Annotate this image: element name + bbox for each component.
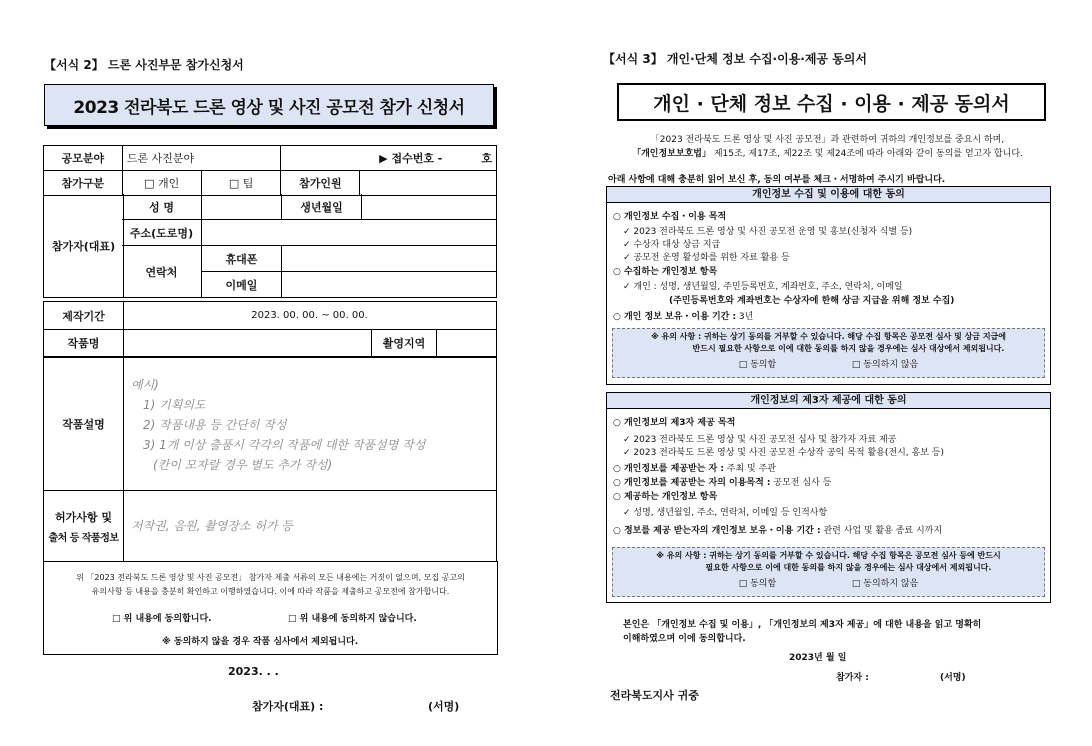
box2-purpose-2: ✓ 2023 전라북도 드론 영상 및 사진 공모전 수상작 공익 목적 활용(전시, 홍보 등) — [623, 448, 944, 458]
exclusion-warning: ※ 동의하지 않을 경우 작품 심사에서 제외됩니다. — [162, 637, 359, 647]
birth-label: 생년월일 — [282, 194, 362, 220]
participant-count-label: 참가인원 — [281, 171, 360, 196]
box1-header: 개인정보 수집 및 이용에 대한 동의 — [607, 187, 1050, 203]
name-field[interactable] — [202, 194, 282, 220]
desc-line: (칸이 모자랄 경우 별도 추가 작성) — [153, 458, 333, 472]
intro-line1: 「2023 전라북도 드론 영상 및 사진 공모전」과 관련하여 귀하의 개인정보를 중요시 하며, — [650, 135, 1005, 145]
period-label: 제작기간 — [43, 301, 124, 330]
signer-left: 참가자(대표) : — [252, 700, 324, 713]
box1-items: ○ 수집하는 개인정보 항목 — [613, 267, 718, 277]
work-title-label: 작품명 — [43, 329, 124, 357]
representative-label: 참가자(대표) — [43, 194, 124, 298]
phone-label: 휴대폰 — [202, 246, 282, 272]
privacy-law-name: 「개인정보보호법」 — [632, 149, 711, 159]
permit-label-line2: 출처 등 작품정보 — [48, 533, 119, 544]
page-title-left: 2023 전라북도 드론 영상 및 사진 공모전 참가 신청서 — [44, 84, 494, 126]
box1-items-2: (주민등록번호와 계좌번호는 수상자에 한해 상금 지급을 위해 정보 수집) — [669, 296, 955, 306]
box1-purpose-2: ✓ 수상자 대상 상금 지급 — [623, 240, 721, 250]
box2-use-label: ○ 개인정보를 제공받는 자의 이용목적 : — [613, 478, 771, 488]
category-label: 공모분야 — [44, 146, 123, 171]
box1-agree-checkbox[interactable]: □ 동의함 — [738, 360, 777, 370]
box1-warning-line2: 반드시 필요한 사항으로 이에 대한 동의를 하지 않을 경우에는 심사 대상에서 제외됩니다. — [692, 344, 1005, 353]
desc-line: 2) 작품내용 등 간단히 작성 — [143, 418, 287, 432]
consent-box-third-party — [606, 392, 1051, 603]
box2-period-value: 관련 사업 및 활용 종료 시까지 — [820, 526, 943, 536]
permit-label — [43, 489, 124, 562]
application-form-table — [43, 145, 497, 196]
receipt-label: ▶ 접수번호 - — [379, 152, 443, 165]
box1-disagree-checkbox[interactable]: □ 동의하지 않음 — [851, 360, 919, 370]
agree-checkbox[interactable]: □ 위 내용에 동의합니다. — [112, 614, 212, 624]
sign-left[interactable]: (서명) — [428, 700, 460, 713]
consent-line2: 이해하였으며 이에 동의합니다. — [623, 634, 746, 644]
box1-warning-line1: ※ 유의 사항 : 귀하는 상기 동의를 거부할 수 있습니다. 해당 수집 항목은 공모전 심사 및 상금 지급에 — [650, 332, 1007, 341]
category-value: 드론 사진분야 — [122, 146, 281, 171]
box2-warning — [612, 547, 1045, 597]
box2-header: 개인정보의 제3자 제공에 대한 동의 — [607, 393, 1050, 409]
box1-purpose-1: ✓ 2023 전라북도 드론 영상 및 사진 공모전 운영 및 홍보(신청자 식별 등) — [623, 227, 913, 237]
box2-warning-line2: 필요한 사항으로 이에 대한 동의를 하지 않을 경우에는 심사 대상에서 제외됩니다. — [705, 563, 992, 572]
box2-use-value: 공모전 심사 등 — [770, 478, 832, 488]
box1-purpose-3: ✓ 공모전 운영 활성화를 위한 자료 활용 등 — [623, 253, 790, 263]
team-checkbox[interactable]: □ 팀 — [201, 171, 281, 196]
desc-line: 1) 기획의도 — [143, 398, 206, 412]
date-right: 2023년 월 일 — [789, 653, 847, 663]
notice-line1: 위 「2023 전라북도 드론 영상 및 사진 공모전」 참가자 제출 서류의 모든 내용에는 거짓이 없으며, 모집 공고의 — [76, 573, 465, 582]
individual-checkbox[interactable]: □ 개인 — [122, 171, 201, 196]
description-field[interactable] — [123, 357, 497, 491]
form-label-right: 【서식 3】 개인·단체 정보 수집·이용·제공 동의서 — [603, 52, 867, 66]
notice-box — [43, 561, 498, 655]
phone-field[interactable] — [282, 246, 497, 272]
birth-field[interactable] — [362, 194, 497, 220]
work-title-field[interactable] — [123, 329, 372, 357]
permit-label-line1: 허가사항 및 — [55, 511, 112, 524]
participation-type-label: 참가구분 — [44, 171, 123, 196]
sign-right[interactable]: (서명) — [940, 673, 966, 683]
shoot-location-label: 촬영지역 — [372, 329, 437, 357]
period-value: 2023. 00. 00. ~ 00. 00. — [123, 301, 497, 330]
participant-count-field[interactable] — [360, 171, 497, 196]
intro-line2: 제15조, 제17조, 제22조 및 제24조에 따라 아래와 같이 동의를 얻고자 합니다. — [710, 149, 1023, 159]
desc-line: 예시) — [131, 378, 159, 392]
consent-line1: 본인은 「개인정보 수집 및 이용」, 「개인정보의 제3자 제공」에 대한 내용을 읽고 명확히 — [623, 620, 982, 630]
notice-line2: 유의사항 등 내용을 충분히 확인하고 이행하였습니다. 이에 따라 작품을 제출하고 공모전에 참가합니다. — [91, 587, 450, 596]
representative-block — [43, 194, 497, 298]
box1-items-1: ✓ 개인 : 성명, 생년월일, 주민등록번호, 계좌번호, 주소, 연락처, 이메일 — [623, 282, 903, 292]
disagree-checkbox[interactable]: □ 위 내용에 동의하지 않습니다. — [288, 614, 417, 624]
box1-period-value: 3년 — [736, 312, 754, 322]
box2-items: ○ 제공하는 개인정보 항목 — [613, 492, 718, 502]
addressee: 전라북도지사 귀중 — [610, 689, 699, 702]
box1-period-label: ○ 개인 정보 보유・이용 기간 : — [613, 312, 737, 322]
box2-warning-line1: ※ 유의 사항 : 귀하는 상기 동의를 거부할 수 있습니다. 해당 수집 항목은 공모전 심사 등에 반드시 — [656, 551, 1001, 560]
address-field[interactable] — [202, 220, 497, 246]
name-label: 성 명 — [122, 194, 202, 220]
address-label: 주소(도로명) — [122, 220, 202, 246]
description-label: 작품설명 — [43, 357, 124, 491]
page-title-right: 개인 · 단체 정보 수집 · 이용 · 제공 동의서 — [617, 83, 1046, 121]
consent-box-collection — [606, 186, 1051, 385]
box1-purpose: ○ 개인정보 수집・이용 목적 — [613, 212, 727, 222]
permit-placeholder: 저작권, 음원, 촬영장소 허가 등 — [131, 519, 293, 533]
email-label: 이메일 — [202, 272, 282, 298]
box2-purpose: ○ 개인정보의 제3자 제공 목적 — [613, 418, 736, 428]
box2-recipient-label: ○ 개인정보를 제공받는 자 : — [613, 464, 724, 474]
instruction-text: 아래 사항에 대해 충분히 읽어 보신 후, 동의 여부를 체크・서명하여 주시기 바랍니다. — [608, 175, 946, 185]
form-label-left: 【서식 2】 드론 사진부문 참가신청서 — [44, 58, 244, 72]
signer-right: 참가자 : — [836, 673, 869, 683]
box2-purpose-1: ✓ 2023 전라북도 드론 영상 및 사진 공모전 심사 및 참가자 자료 제공 — [623, 435, 897, 445]
desc-line: 3) 1개 이상 출품시 각각의 작품에 대한 작품설명 작성 — [143, 438, 426, 452]
period-work-block — [43, 301, 497, 358]
contact-label: 연락처 — [122, 246, 202, 298]
email-field[interactable] — [282, 272, 497, 298]
box2-recipient-value: 주최 및 주관 — [723, 464, 776, 474]
date-left: 2023. . . — [228, 665, 279, 678]
shoot-location-field[interactable] — [437, 329, 497, 357]
box2-agree-checkbox[interactable]: □ 동의함 — [738, 579, 777, 589]
receipt-suffix: 호 — [481, 152, 492, 165]
box2-items-1: ✓ 성명, 생년월일, 주소, 연락처, 이메일 등 인적사항 — [623, 508, 828, 518]
box2-period-label: ○ 정보를 제공 받는자의 개인정보 보유・이용 기간 : — [613, 526, 821, 536]
box2-disagree-checkbox[interactable]: □ 동의하지 않음 — [851, 579, 919, 589]
box1-warning — [612, 328, 1045, 378]
permit-field[interactable] — [123, 489, 497, 562]
